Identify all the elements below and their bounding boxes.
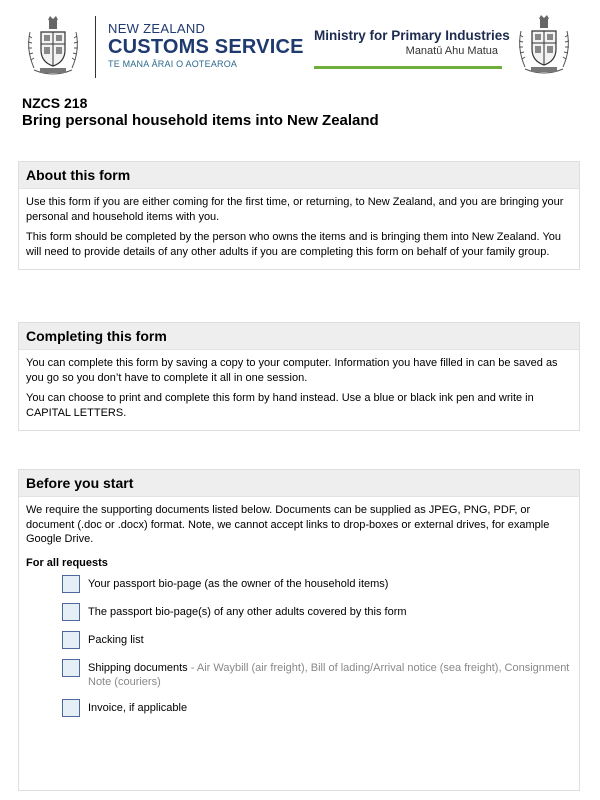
section-about-paragraph-1: Use this form if you are either coming for the first time, or returning, to New Zealand, and you are bringing your personal and household items with you. xyxy=(26,196,564,223)
mpi-logo-underline xyxy=(314,66,502,69)
section-completing-paragraph-2: You can choose to print and complete this form by hand instead. Use a blue or black ink pen and write in CAPITAL LETTERS. xyxy=(26,392,534,419)
checklist-item-passport xyxy=(62,575,572,593)
checklist-item-packing-list xyxy=(62,631,572,649)
checklist-label-text: The passport bio-page(s) of any other adults covered by this form xyxy=(88,605,407,618)
mpi-logo-subtitle: Manatū Ahu Matua xyxy=(405,45,498,57)
checklist-item-shipping-documents xyxy=(62,659,572,689)
mpi-logo xyxy=(314,28,510,69)
mpi-logo-title: Ministry for Primary Industries xyxy=(314,28,510,43)
checkbox-packing-list[interactable] xyxy=(62,631,80,649)
customs-logo-line2: CUSTOMS SERVICE xyxy=(108,36,304,58)
section-before-paragraph-1: We require the supporting documents listed below. Documents can be supplied as JPEG, PNG, PDF, or document (.doc or .docx) format. Note, we cannot accept links to drop-boxes or external drives, for example Google Drive. xyxy=(26,504,550,545)
section-about-heading: About this form xyxy=(19,162,579,189)
section-before xyxy=(18,469,580,791)
header-divider xyxy=(95,16,96,78)
checkbox-other-adults[interactable] xyxy=(62,603,80,621)
form-code: NZCS 218 xyxy=(22,95,88,111)
section-before-body xyxy=(19,497,579,731)
nz-coat-of-arms-icon xyxy=(511,13,577,79)
checklist-hint: - Air Waybill (air freight), Bill of lading/Arrival notice (sea freight), Consignment Note (couriers) xyxy=(88,661,570,688)
customs-logo-line3: TE MANA ĀRAI O AOTEAROA xyxy=(108,59,238,69)
checklist-label-text: Packing list xyxy=(88,633,144,646)
section-about-paragraph-2: This form should be completed by the person who owns the items and is bringing them into New Zealand. You will need to provide details of any other adults if you are completing this form on behalf of your family group. xyxy=(26,231,562,258)
customs-logo xyxy=(108,22,304,70)
section-completing xyxy=(18,322,580,431)
section-about-body xyxy=(19,189,579,269)
requests-subheading: For all requests xyxy=(26,556,108,569)
checklist-label xyxy=(88,603,407,619)
checklist-label-text: Your passport bio-page (as the owner of the household items) xyxy=(88,577,389,590)
form-header xyxy=(0,0,600,92)
document-title xyxy=(22,95,379,130)
checklist-label xyxy=(88,699,187,715)
checkbox-passport[interactable] xyxy=(62,575,80,593)
checklist-label xyxy=(88,659,572,689)
form-name: Bring personal household items into New Zealand xyxy=(22,112,379,129)
checklist-label xyxy=(88,631,144,647)
section-before-heading: Before you start xyxy=(19,470,579,497)
checklist-item-invoice xyxy=(62,699,572,717)
checklist-label xyxy=(88,575,388,591)
nz-coat-of-arms-icon xyxy=(20,14,86,80)
section-completing-paragraph-1: You can complete this form by saving a copy to your computer. Information you have filled in can be saved as you go so you don’t have to complete it all in one session. xyxy=(26,357,558,384)
section-completing-body xyxy=(19,350,579,430)
section-completing-heading: Completing this form xyxy=(19,323,579,350)
checklist-label-text: Invoice, if applicable xyxy=(88,701,188,714)
checkbox-shipping-documents[interactable] xyxy=(62,659,80,677)
checklist-item-other-adults xyxy=(62,603,572,621)
checklist-label-text: Shipping documents xyxy=(88,661,188,674)
checkbox-invoice[interactable] xyxy=(62,699,80,717)
customs-logo-line1: NEW ZEALAND xyxy=(108,21,206,36)
section-about xyxy=(18,161,580,270)
